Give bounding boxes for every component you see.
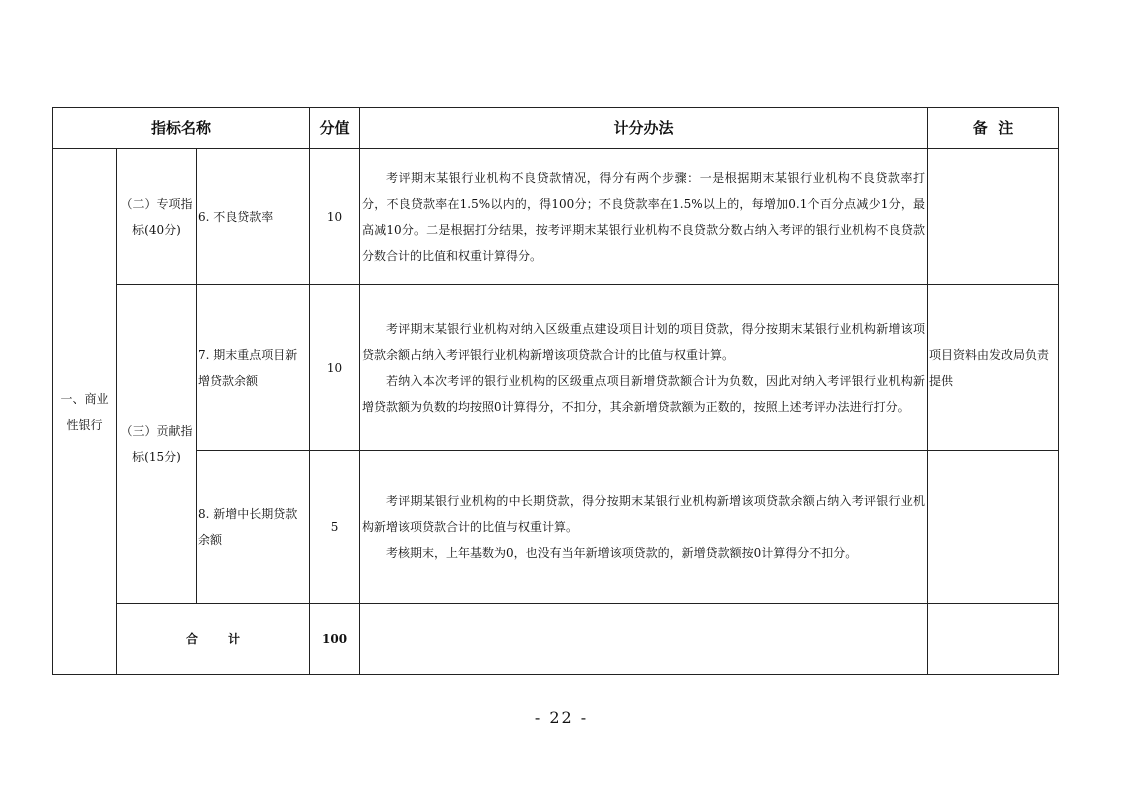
indicator-points: 10 <box>310 149 360 285</box>
header-row <box>53 108 1059 149</box>
header-scoring-method: 计分办法 <box>360 108 928 149</box>
header-remarks: 备 注 <box>928 108 1059 149</box>
total-row <box>53 604 1059 675</box>
method-paragraph: 考评期末某银行业机构不良贷款情况，得分有两个步骤：一是根据期末某银行业机构不良贷款率打分，不良贷款率在1.5%以内的，得100分；不良贷款率在1.5%以上的，每增加0.1个百分点减少1分，最高减10分。二是根据打分结果，按考评期末某银行业机构不良贷款分数占纳入考评的银行业机构不良贷款分数合计的比值和权重计算得分。 <box>362 170 926 263</box>
method-paragraph: 考评期某银行业机构的中长期贷款，得分按期末某银行业机构新增该项贷款余额占纳入考评银行业机构新增该项贷款合计的比值与权重计算。 <box>362 494 926 534</box>
indicator-points: 5 <box>310 451 360 604</box>
group-label: （二）专项指标(40分) <box>117 149 197 285</box>
indicator-name: 7. 期末重点项目新增贷款余额 <box>197 285 310 451</box>
remark-cell <box>928 149 1059 285</box>
method-paragraph: 若纳入本次考评的银行业机构的区级重点项目新增贷款额合计为负数，因此对纳入考评银行业机构新增贷款额为负数的均按照0计算得分，不扣分，其余新增贷款额为正数的，按照上述考评办法进行打分。 <box>362 373 926 414</box>
scoring-method-cell <box>360 451 928 604</box>
table-row <box>53 149 1059 285</box>
total-method-cell <box>360 604 928 675</box>
indicator-name: 6. 不良贷款率 <box>197 149 310 285</box>
indicator-name: 8. 新增中长期贷款余额 <box>197 451 310 604</box>
header-indicator-name: 指标名称 <box>53 108 310 149</box>
scoring-method-cell <box>360 149 928 285</box>
total-label: 合计 <box>117 604 310 675</box>
indicator-points: 10 <box>310 285 360 451</box>
remark-cell <box>928 451 1059 604</box>
group-label: （三）贡献指标(15分) <box>117 285 197 604</box>
total-points: 100 <box>310 604 360 675</box>
page-number: - 22 - <box>534 708 589 727</box>
category-cell: 一、商业性银行 <box>53 149 117 675</box>
table-row <box>53 451 1059 604</box>
header-points: 分值 <box>310 108 360 149</box>
scoring-table <box>52 107 1059 675</box>
total-remark-cell <box>928 604 1059 675</box>
scoring-method-cell <box>360 285 928 451</box>
table-row <box>53 285 1059 451</box>
remark-cell: 项目资料由发改局负责提供 <box>928 285 1059 451</box>
method-paragraph: 考核期末，上年基数为0，也没有当年新增该项贷款的，新增贷款额按0计算得分不扣分。 <box>386 546 858 560</box>
method-paragraph: 考评期末某银行业机构对纳入区级重点建设项目计划的项目贷款，得分按期末某银行业机构新增该项贷款余额占纳入考评银行业机构新增该项贷款合计的比值与权重计算。 <box>362 321 926 362</box>
